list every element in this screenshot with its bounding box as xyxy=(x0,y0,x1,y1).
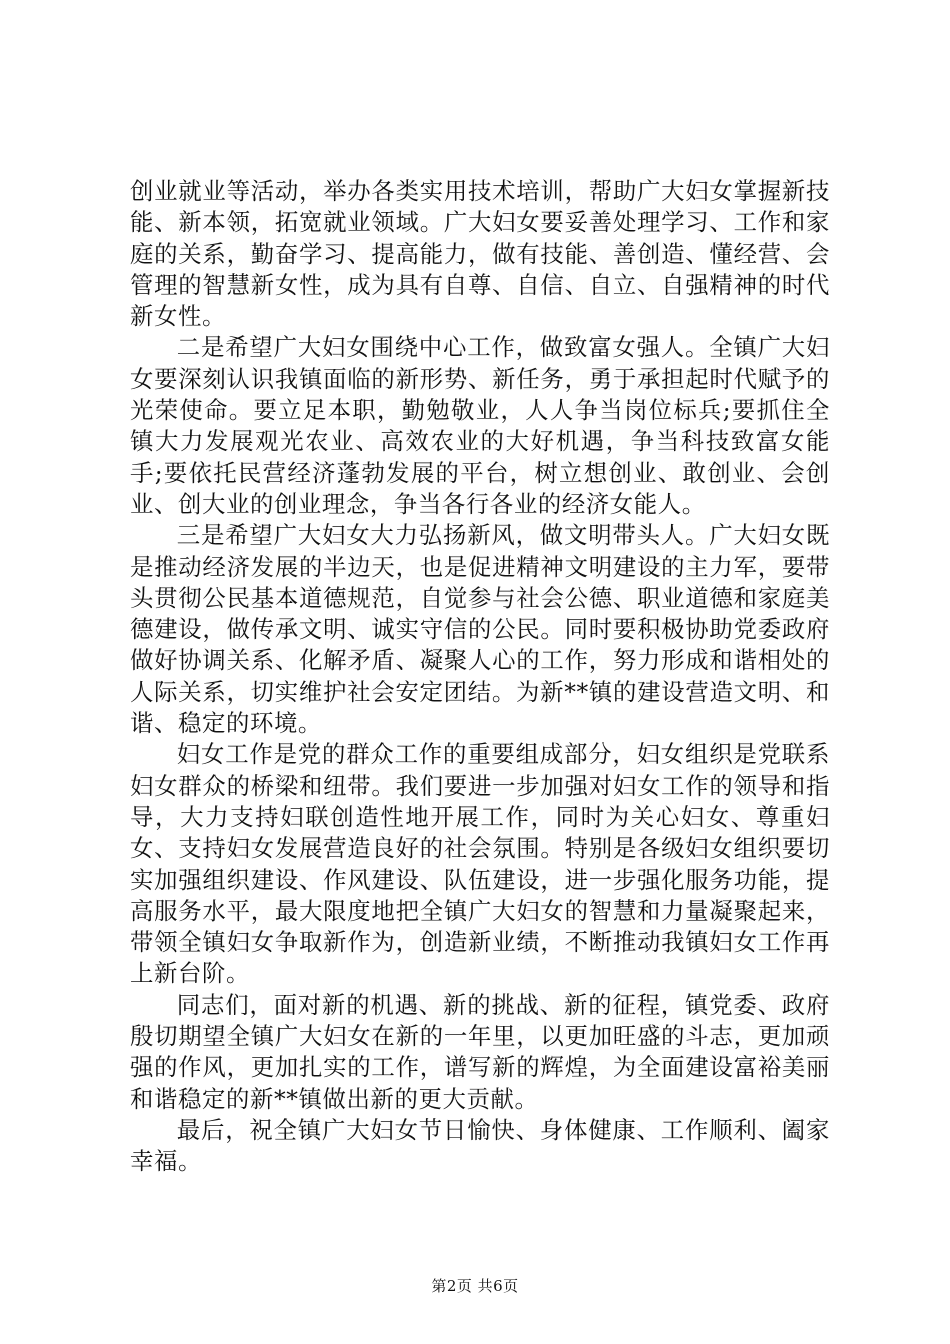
paragraph-2: 二是希望广大妇女围绕中心工作，做致富女强人。全镇广大妇女要深刻认识我镇面临的新形势、新任务，勇于承担起时代赋予的光荣使命。要立足本职，勤勉敬业，人人争当岗位标兵;要抓住全镇大力发展观光农业、高效农业的大好机遇，争当科技致富女能手;要依托民营经济蓬勃发展的平台，树立想创业、敢创业、会创业、创大业的创业理念，争当各行各业的经济女能人。 xyxy=(130,333,830,518)
paragraph-4: 妇女工作是党的群众工作的重要组成部分，妇女组织是党联系妇女群众的桥梁和纽带。我们要进一步加强对妇女工作的领导和指导，大力支持妇联创造性地开展工作，同时为关心妇女、尊重妇女、支持妇女发展营造良好的社会氛围。特别是各级妇女组织要切实加强组织建设、作风建设、队伍建设，进一步强化服务功能，提高服务水平，最大限度地把全镇广大妇女的智慧和力量凝聚起来，带领全镇妇女争取新作为，创造新业绩，不断推动我镇妇女工作再上新台阶。 xyxy=(130,740,830,988)
page-number-label: 第2页 共6页 xyxy=(431,1277,519,1295)
page-footer xyxy=(0,1276,950,1296)
paragraph-3: 三是希望广大妇女大力弘扬新风，做文明带头人。广大妇女既是推动经济发展的半边天，也是促进精神文明建设的主力军，要带头贯彻公民基本道德规范，自觉参与社会公德、职业道德和家庭美德建设，做传承文明、诚实守信的公民。同时要积极协助党委政府做好协调关系、化解矛盾、凝聚人心的工作，努力形成和谐相处的人际关系，切实维护社会安定团结。为新**镇的建设营造文明、和谐、稳定的环境。 xyxy=(130,521,830,738)
paragraph-6: 最后，祝全镇广大妇女节日愉快、身体健康、工作顺利、阖家幸福。 xyxy=(130,1115,830,1176)
document-body xyxy=(130,176,830,1178)
paragraph-5: 同志们，面对新的机遇、新的挑战、新的征程，镇党委、政府殷切期望全镇广大妇女在新的一年里，以更加旺盛的斗志，更加顽强的作风，更加扎实的工作，谱写新的辉煌，为全面建设富裕美丽和谐稳定的新**镇做出新的更大贡献。 xyxy=(130,990,830,1113)
paragraph-1: 创业就业等活动，举办各类实用技术培训，帮助广大妇女掌握新技能、新本领，拓宽就业领域。广大妇女要妥善处理学习、工作和家庭的关系，勤奋学习、提高能力，做有技能、善创造、懂经营、会管理的智慧新女性，成为具有自尊、自信、自立、自强精神的时代新女性。 xyxy=(130,177,830,331)
